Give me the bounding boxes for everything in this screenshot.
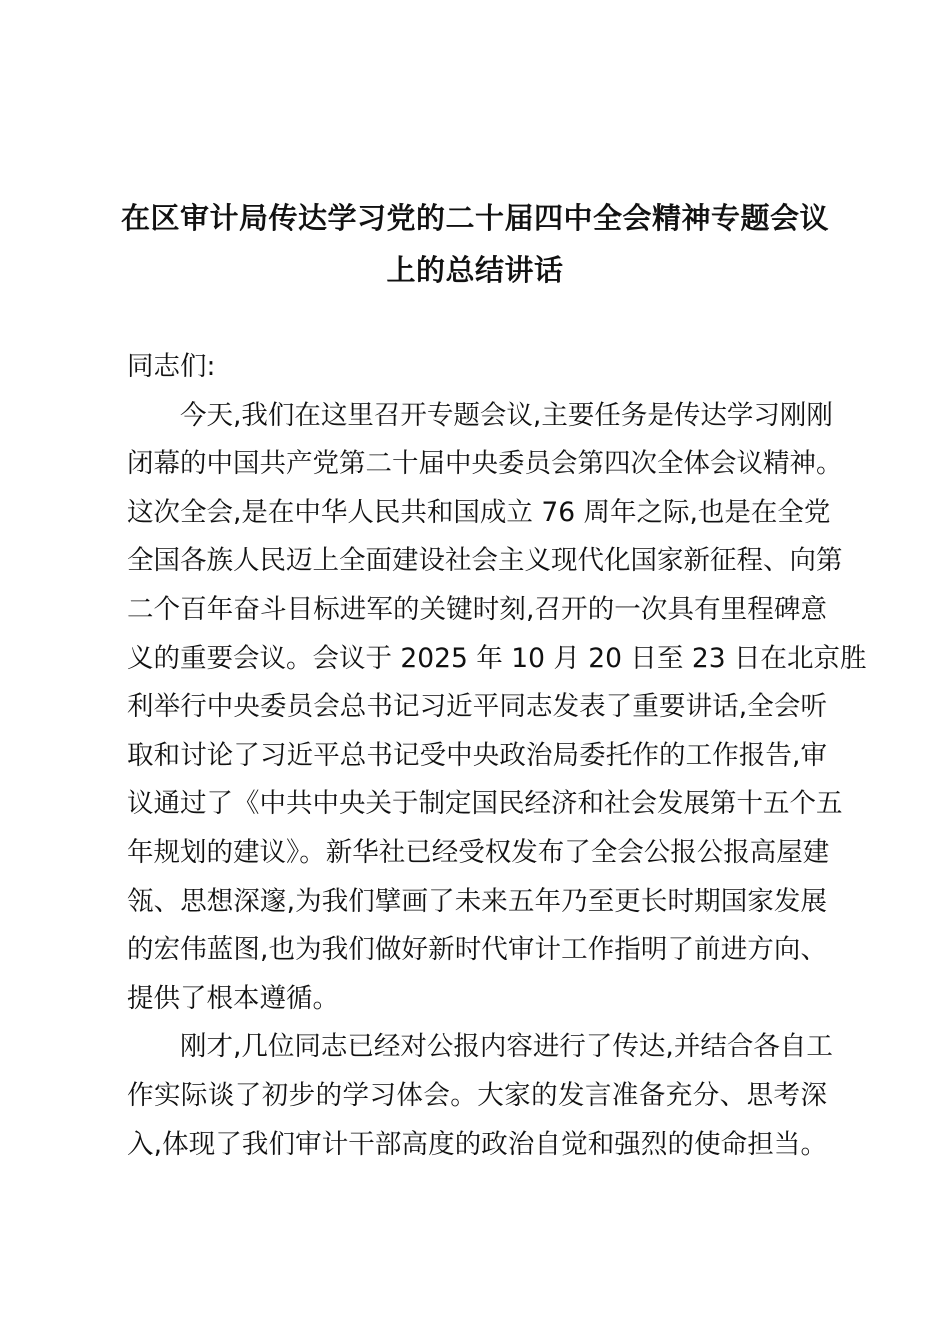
paragraph-line: 刚才,几位同志已经对公报内容进行了传达,并结合各自工	[180, 1031, 833, 1063]
salutation: 同志们:	[127, 351, 216, 382]
paragraph-1	[127, 392, 867, 1024]
paragraph-line: 瓴、思想深邃,为我们擘画了未来五年乃至更长时期国家发展	[127, 885, 827, 917]
paragraph-line: 议通过了《中共中央关于制定国民经济和社会发展第十五个五	[127, 788, 843, 820]
paragraph-line: 作实际谈了初步的学习体会。大家的发言准备充分、思考深	[127, 1079, 827, 1111]
paragraph-2	[127, 1023, 833, 1169]
paragraph-line: 义的重要会议。会议于 2025 年 10 月 20 日至 23 日在北京胜	[127, 642, 867, 674]
paragraph-line: 提供了根本遵循。	[127, 982, 339, 1014]
paragraph-line: 利举行中央委员会总书记习近平同志发表了重要讲话,全会听	[127, 691, 827, 723]
title-line-2: 上的总结讲话	[386, 253, 564, 287]
document-title	[100, 192, 850, 296]
paragraph-line: 的宏伟蓝图,也为我们做好新时代审计工作指明了前进方向、	[127, 934, 827, 966]
paragraph-line: 闭幕的中国共产党第二十届中央委员会第四次全体会议精神。	[127, 448, 843, 480]
paragraph-line: 这次全会,是在中华人民共和国成立 76 周年之际,也是在全党	[127, 496, 831, 528]
paragraph-line: 全国各族人民迈上全面建设社会主义现代化国家新征程、向第	[127, 545, 843, 577]
paragraph-line: 入,体现了我们审计干部高度的政治自觉和强烈的使命担当。	[127, 1128, 827, 1160]
title-line-1: 在区审计局传达学习党的二十届四中全会精神专题会议	[120, 201, 829, 235]
paragraph-line: 取和讨论了习近平总书记受中央政治局委托作的工作报告,审	[127, 739, 827, 771]
paragraph-line: 年规划的建议》。新华社已经受权发布了全会公报公报高屋建	[127, 836, 830, 868]
paragraph-line: 二个百年奋斗目标进军的关键时刻,召开的一次具有里程碑意	[127, 593, 827, 625]
document-body	[127, 343, 867, 1169]
paragraph-line: 今天,我们在这里召开专题会议,主要任务是传达学习刚刚	[180, 399, 833, 431]
